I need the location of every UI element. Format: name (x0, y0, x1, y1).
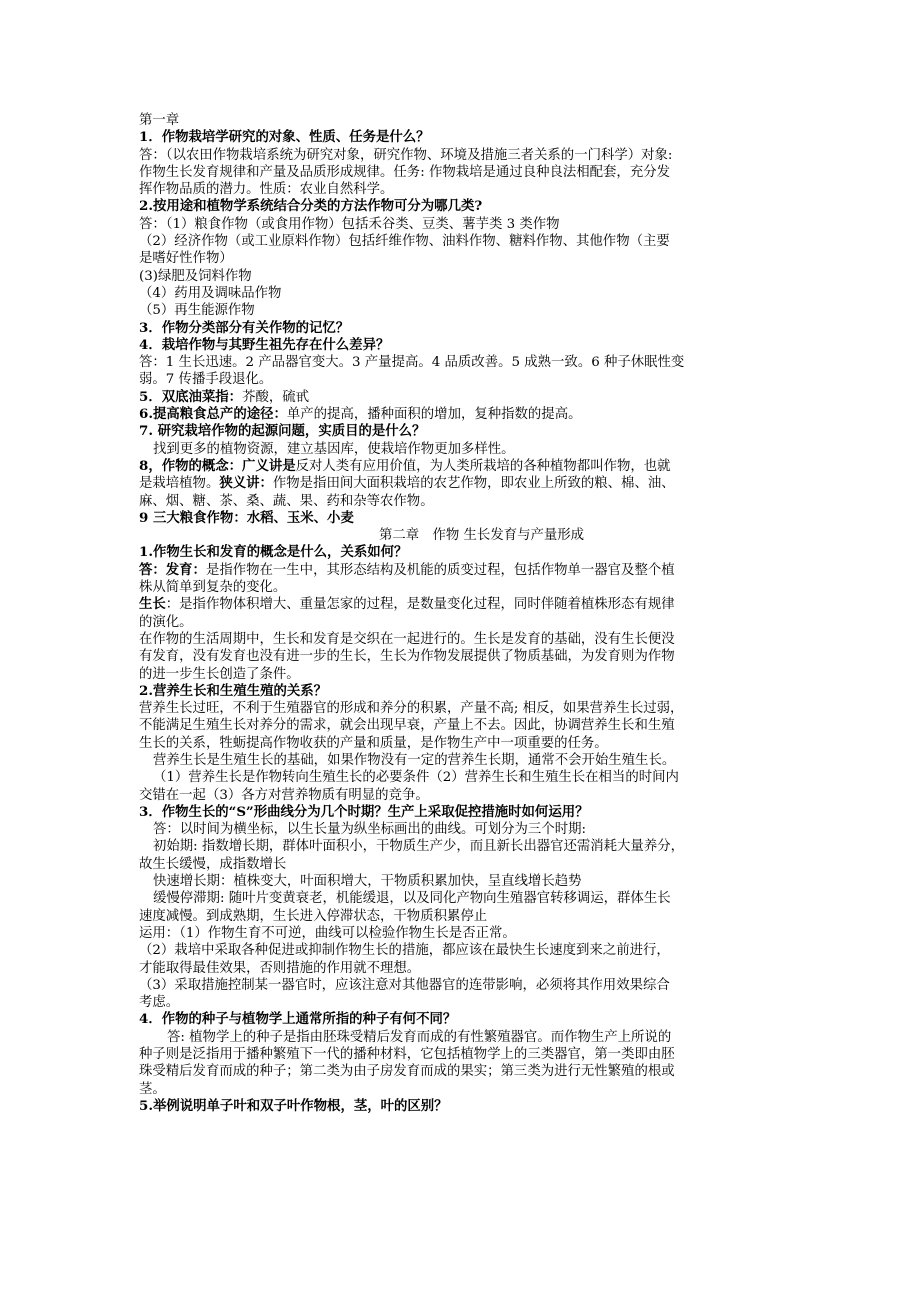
text-line (139, 596, 784, 613)
text-line (139, 475, 784, 492)
text-line: （2）经济作物（或工业原料作物）包括纤维作物、油料作物、糖料作物、其他作物（主要 (139, 234, 670, 250)
ch2-question-3: 3．作物生长的“S”形曲线分为几个时期？生产上采取促控措施时如何运用？ (139, 803, 589, 820)
text-line: （4）药用及调味品作物 (139, 285, 282, 301)
text-line: 营养生长过旺，不利于生殖器官的形成和养分的积累，产量不高; 相反，如果营养生长过弱， (139, 701, 684, 717)
text-line: 营养生长是生殖生长的基础，如果作物没有一定的营养生长期，通常不会开始生殖生长。 (153, 752, 676, 768)
question-5 (139, 389, 784, 406)
text-line: 是嗜好性作物） (139, 251, 233, 267)
text-span: ：是指作物体积增大、重量怎家的过程，是数量变化过程，同时伴随着植株形态有规律 (165, 597, 675, 613)
ch2-question-5: 5.举例说明单子叶和双子叶作物根，茎，叶的区别？ (139, 1097, 448, 1114)
chapter-2-heading: 第二章 作物 生长发育与产量形成 (378, 528, 585, 544)
text-line: 有发育，没有发育也没有进一步的生长，生长为作物发展提供了物质基础，为发育则为作物 (139, 649, 675, 665)
text-line: 生长的关系，牲蛎提高作物收获的产量和质量，是作物生产中一项重要的任务。 (139, 735, 608, 751)
text-line: 初始期: 指数增长期，群体叶面积小，干物质生产少，而且新长出器官还需消耗大量养分， (153, 839, 684, 855)
text-line: （2）栽培中采取各种促进或抑制作物生长的措施，都应该在最快生长速度到来之前进行， (139, 943, 670, 959)
text-line: 的演化。 (139, 614, 193, 630)
text-span: 是栽培植物。 (139, 476, 220, 492)
text-line: 快速增长期：植株变大，叶面积增大，干物质积累加快，呈直线增长趋势 (153, 874, 582, 890)
text-line: 答: 植物学上的种子是指由胚珠受精后发育而成的有性繁殖器官。而作物生产上所说的 (167, 1029, 672, 1045)
text-line (139, 562, 784, 579)
text-line: （5）再生能源作物 (139, 303, 255, 319)
question-8-label: 8，作物的概念：广义讲是 (139, 457, 296, 474)
text-line: 珠受精后发育而成的种子；第二类为由子房发育而成的果实；第三类为进行无性繁殖的根或 (139, 1064, 675, 1080)
text-line: 才能取得最佳效果，否则措施的作用就不理想。 (139, 960, 421, 976)
text-line: 答：（以农田作物栽培系统为研究对象，研究作物、环境及措施三者关系的一门科学）对象: (139, 147, 673, 163)
text-line: 挥作物品质的潜力。性质：农业自然科学。 (139, 182, 394, 198)
narrow-sense-label: 狭义讲： (219, 475, 273, 492)
ch2-question-1: 1.作物生长和发育的概念是什么，关系如何？ (139, 544, 408, 561)
text-line: （1）营养生长是作物转向生殖生长的必要条件（2）营养生长和生殖生长在相当的时间内 (153, 770, 679, 786)
development-label: 答：发育： (139, 561, 206, 578)
text-line: 不能满足生殖生长对养分的需求，就会出现早衰，产量上不去。因此，协调营养生长和生殖 (139, 718, 675, 734)
text-line: 作物生长发育规律和产量及品质形成规律。任务: 作物栽培是通过良种良法相配套，充分发 (139, 164, 670, 180)
text-line: (3)绿肥及饲料作物 (139, 268, 252, 284)
text-line: 交错在一起（3）各方对营养物质有明显的竞争。 (139, 787, 429, 803)
text-line: 弱。7 传播手段退化。 (139, 372, 273, 388)
question-6 (139, 406, 784, 423)
text-line: 的进一步生长创造了条件。 (139, 666, 300, 682)
question-9: 9 三大粮食作物：水稻、玉米、小麦 (139, 509, 354, 526)
ch2-question-2: 2.营养生长和生殖生殖的关系？ (139, 682, 328, 699)
text-line: 株从简单到复杂的变化。 (139, 580, 287, 596)
question-6-label: 6.提高粮食总产的途径： (139, 406, 287, 423)
text-line: 答：（1）粮食作物（或食用作物）包括禾谷类、豆类、薯芋类 3 类作物 (139, 216, 560, 232)
text-line: 答：1 生长迅速。2 产品器官变大。3 产量提高。4 品质改善。5 成熟一致。6 种子休眠性变 (139, 355, 685, 371)
text-line: 茎。 (139, 1081, 166, 1097)
document-page (139, 112, 784, 1115)
chapter-1-heading: 第一章 (139, 113, 180, 128)
text-line: 速度减慢。到成熟期，生长进入停滞状态，干物质积累停止 (139, 908, 488, 924)
question-5-answer: 芥酸，硫甙 (242, 389, 310, 405)
ch2-question-4: 4．作物的种子与植物学上通常所指的种子有何不同？ (139, 1011, 457, 1028)
question-8 (139, 458, 784, 475)
question-4: 4．栽培作物与其野生祖先存在什么差异？ (139, 336, 390, 353)
text-line: 种子则是泛指用于播种繁殖下一代的播种材料，它包括植物学上的三类器官，第一类即由胚 (139, 1047, 675, 1063)
text-line: 在作物的生活周期中，生长和发育是交织在一起进行的。生长是发育的基础，没有生长便没 (139, 631, 675, 647)
text-line: （3）采取措施控制某一器官时，应该注意对其他器官的连带影响，必须将其作用效果综合 (139, 977, 670, 993)
text-line: 运用：（1）作物生育不可逆，曲线可以检验作物生长是否正常。 (139, 925, 516, 941)
question-8-answer: 反对人类有应用价值，为人类所栽培的各种植物都叫作物，也就 (295, 458, 671, 474)
text-line: 找到更多的植物资源，建立基因库，使栽培作物更加多样性。 (153, 441, 515, 457)
growth-label: 生长 (139, 596, 166, 613)
question-7: 7. 研究栽培作物的起源问题，实质目的是什么？ (139, 423, 426, 440)
text-line: 麻、烟、糖、茶、桑、蔬、果、药和杂等农作物。 (139, 493, 434, 509)
question-3: 3．作物分类部分有关作物的记忆？ (139, 319, 350, 336)
text-line: 缓慢停滞期: 随叶片变黄衰老，机能缓退，以及同化产物向生殖器官转移调运，群体生长 (153, 891, 671, 907)
question-6-answer: 单产的提高，播种面积的增加，复种指数的提高。 (286, 407, 582, 423)
text-line: 考虑。 (139, 995, 180, 1011)
text-line: 答：以时间为横坐标，以生长量为纵坐标画出的曲线。可划分为三个时期: (153, 822, 587, 838)
question-5-label: 5．双底油菜指： (139, 388, 243, 405)
text-span: 是指作物在一生中，其形态结构及机能的质变过程，包括作物单一器官及整个植 (205, 562, 675, 578)
question-2: 2.按用途和植物学系统结合分类的方法作物可分为哪几类? (139, 198, 483, 215)
question-1: 1．作物栽培学研究的对象、性质、任务是什么？ (139, 129, 430, 146)
text-span: 作物是指田间大面积栽培的农艺作物，即农业上所致的粮、棉、油、 (272, 476, 675, 492)
text-line: 故生长缓慢，成指数增长 (139, 856, 287, 872)
